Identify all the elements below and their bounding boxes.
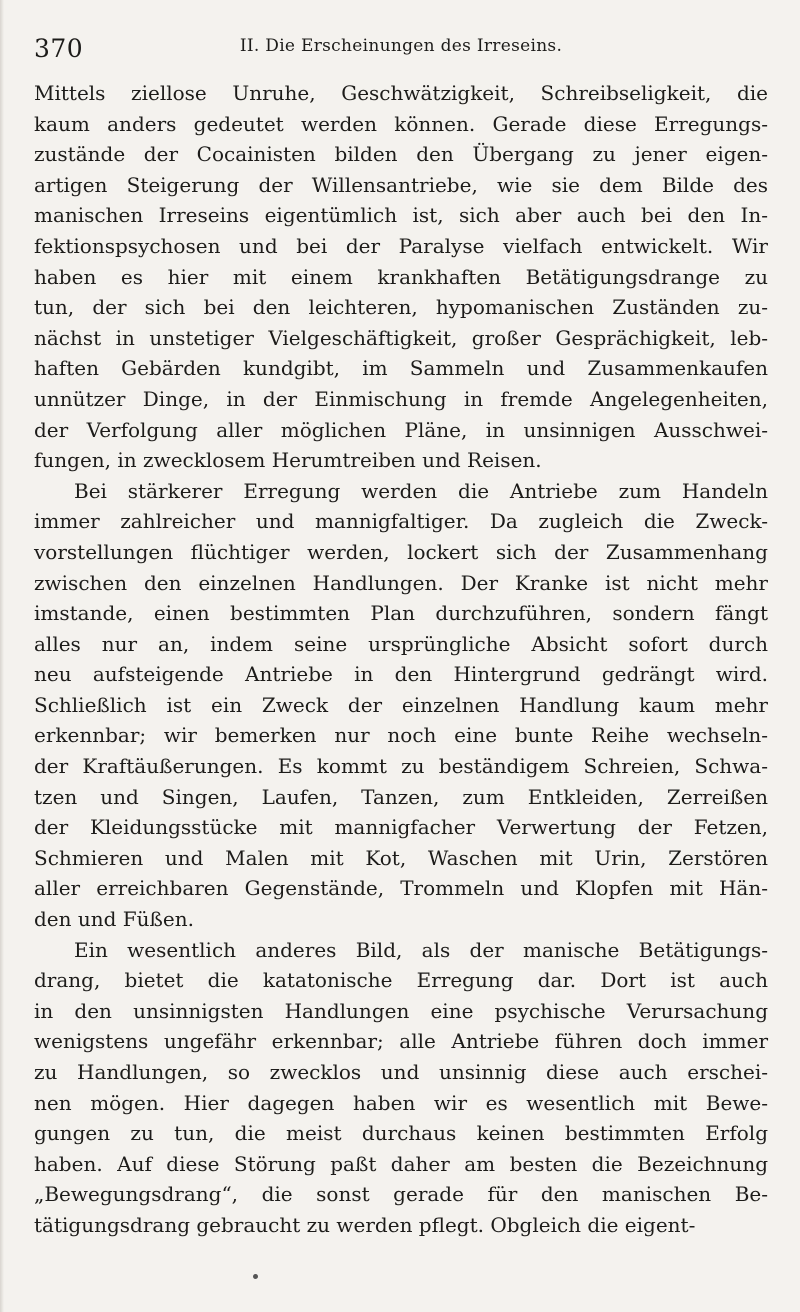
text-line: Schließlich ist ein Zweck der einzelnen Handlung kaum mehr	[34, 692, 768, 717]
text-line: neu aufsteigende Antriebe in den Hintergrund gedrängt wird.	[34, 662, 768, 687]
paragraph	[34, 935, 768, 1241]
text-line: kaum anders gedeutet werden können. Gerade diese Erregungs-	[34, 111, 768, 136]
text-line: manischen Irreseins eigentümlich ist, sich aber auch bei den In-	[34, 203, 768, 228]
text-line: vorstellungen flüchtiger werden, lockert sich der Zusammenhang	[34, 539, 768, 564]
text-line: alles nur an, indem seine ursprüngliche Absicht sofort durch	[34, 631, 768, 656]
text-line: haben es hier mit einem krankhaften Betätigungsdrange zu	[34, 264, 768, 289]
text-line: tun, der sich bei den leichteren, hypomanischen Zuständen zu-	[34, 295, 768, 320]
text-line: „Bewegungsdrang“, die sonst gerade für den manischen Be-	[34, 1182, 768, 1207]
text-line: Bei stärkerer Erregung werden die Antriebe zum Handeln	[74, 478, 768, 503]
text-line: fektionspsychosen und bei der Paralyse vielfach entwickelt. Wir	[34, 233, 768, 258]
text-line: Mittels ziellose Unruhe, Geschwätzigkeit, Schreibseligkeit, die	[34, 81, 768, 105]
paragraph	[34, 476, 768, 935]
text-line: unnützer Dinge, in der Einmischung in fremde Angelegenheiten,	[34, 386, 768, 411]
text-line: zu Handlungen, so zwecklos und unsinnig diese auch erschei-	[34, 1060, 768, 1084]
text-line: Ein wesentlich anderes Bild, als der manische Betätigungs-	[74, 937, 768, 962]
text-line: artigen Steigerung der Willensantriebe, wie sie dem Bilde des	[34, 172, 768, 197]
text-line: tzen und Singen, Laufen, Tanzen, zum Entkleiden, Zerreißen	[34, 784, 768, 809]
text-line: zustände der Cocainisten bilden den Übergang zu jener eigen-	[34, 142, 768, 167]
text-line: erkennbar; wir bemerken nur noch eine bunte Reihe wechseln-	[34, 723, 768, 748]
text-line: wenigstens ungefähr erkennbar; alle Antriebe führen doch immer	[34, 1029, 768, 1054]
text-line: nen mögen. Hier dagegen haben wir es wesentlich mit Bewe-	[34, 1090, 768, 1115]
text-line: drang, bietet die katatonische Erregung dar. Dort ist auch	[34, 968, 768, 993]
text-line: haben. Auf diese Störung paßt daher am besten die Bezeichnung	[34, 1151, 768, 1176]
text-line: immer zahlreicher und mannigfaltiger. Da zugleich die Zweck-	[34, 509, 768, 534]
text-line: der Verfolgung aller möglichen Pläne, in unsinnigen Ausschwei-	[34, 417, 768, 442]
text-line: haften Gebärden kundgibt, im Sammeln und Zusammenkaufen	[34, 356, 768, 381]
paragraph	[34, 78, 768, 476]
text-line: nächst in unstetiger Vielgeschäftigkeit, großer Gesprächigkeit, leb-	[34, 325, 768, 350]
text-line: zwischen den einzelnen Handlungen. Der Kranke ist nicht mehr	[34, 570, 768, 595]
text-line: fungen, in zwecklosem Herumtreiben und Reisen.	[34, 448, 542, 473]
body-text	[34, 78, 768, 1241]
page-gutter-shadow	[0, 0, 4, 1312]
print-speck	[253, 1274, 258, 1279]
text-line: aller erreichbaren Gegenstände, Trommeln und Klopfen mit Hän-	[34, 876, 768, 901]
text-line: der Kraftäußerungen. Es kommt zu beständigem Schreien, Schwa-	[34, 754, 768, 779]
page-number: 370	[34, 34, 84, 63]
text-line: tätigungsdrang gebraucht zu werden pflegt. Obgleich die eigent-	[34, 1212, 696, 1237]
text-line: der Kleidungsstücke mit mannigfacher Verwertung der Fetzen,	[34, 815, 768, 840]
text-line: Schmieren und Malen mit Kot, Waschen mit Urin, Zerstören	[34, 845, 768, 870]
text-line: imstande, einen bestimmten Plan durchzuführen, sondern fängt	[34, 601, 768, 626]
text-line: gungen zu tun, die meist durchaus keinen bestimmten Erfolg	[34, 1121, 768, 1146]
page-header	[34, 30, 768, 62]
text-line: in den unsinnigsten Handlungen eine psychische Verursachung	[34, 998, 768, 1023]
text-line: den und Füßen.	[34, 907, 194, 932]
running-head: II. Die Erscheinungen des Irreseins.	[239, 36, 563, 56]
